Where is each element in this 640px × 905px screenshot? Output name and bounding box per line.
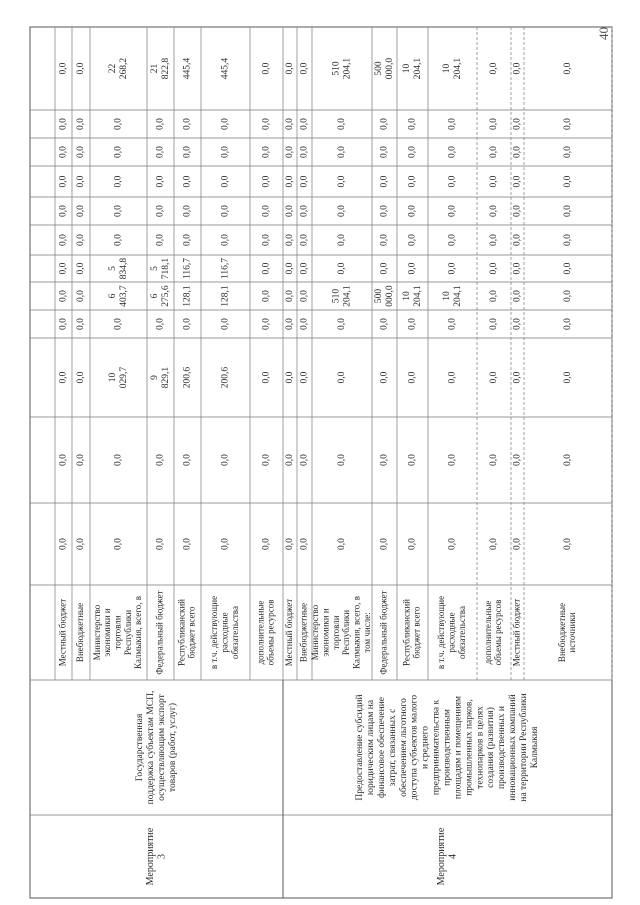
row-label: Федеральный бюджет xyxy=(378,590,389,675)
table-cell: 0,0 xyxy=(58,318,69,330)
table-cell: 0,0 xyxy=(512,175,523,188)
table-cell: 0,0 xyxy=(447,175,458,188)
table-cell: 0,0 xyxy=(379,205,390,217)
table-cell: 0,0 xyxy=(220,538,231,550)
table-cell: 0,0 xyxy=(76,262,87,275)
table-cell: 0,0 xyxy=(379,118,390,130)
table-cell: 0,0 xyxy=(379,262,390,275)
table-cell: 0,0 xyxy=(512,290,523,302)
row-label: в т.ч. действующиерасходныеобязательства xyxy=(436,595,467,670)
table-cell: 0,0 xyxy=(407,538,418,550)
table-cell: 0,0 xyxy=(76,62,87,75)
table-cell: 0,0 xyxy=(113,175,124,188)
table-cell: 0,0 xyxy=(155,318,166,330)
event-description: Предоставление субсидийюридическим лицам нафинансовое обеспечениезатрат, связанных собеспечением льготногодоступа субъектов малогои среднегопредпринимательства кпроизводственнымплощадям и помещениямпромышленных парков,технопарков в целяхсоздания (развития)производственных иинновационных компанийна территории РеспубликиКалмыкия xyxy=(355,693,541,802)
table-cell: 0,0 xyxy=(337,538,348,550)
table-cell: 0,0 xyxy=(155,175,166,188)
table-cell: 0,0 xyxy=(220,205,231,217)
table-cell: 0,0 xyxy=(447,118,458,130)
table-cell: 0,0 xyxy=(285,175,296,188)
table-cell: 0,0 xyxy=(285,290,296,302)
table-cell: 0,0 xyxy=(155,205,166,217)
table-cell: 0,0 xyxy=(512,538,523,550)
table-cell: 0,0 xyxy=(337,371,348,384)
table-cell: 0,0 xyxy=(512,454,523,466)
table-cell: 510204,1 xyxy=(331,57,353,80)
table-cell: 0,0 xyxy=(261,290,272,302)
table-cell: 0,0 xyxy=(58,371,69,384)
table-cell: 0,0 xyxy=(447,318,458,330)
table-cell: 0,0 xyxy=(155,234,166,246)
table-cell: 0,0 xyxy=(489,538,500,550)
table-cell: 500000,0 xyxy=(374,285,396,307)
table-cell: 0,0 xyxy=(113,146,124,158)
table-cell: 0,0 xyxy=(299,205,310,217)
table-cell: 0,0 xyxy=(113,318,124,330)
table-cell: 0,0 xyxy=(182,234,193,246)
table-cell: 0,0 xyxy=(285,146,296,158)
table-cell: 0,0 xyxy=(563,234,574,246)
table-cell: 0,0 xyxy=(337,262,348,275)
table-cell: 0,0 xyxy=(379,234,390,246)
table-cell: 0,0 xyxy=(76,318,87,330)
row-label: Министерствоэкономики иторговлиРеспубликиКалмыкия, всего, втом числе: xyxy=(310,595,372,670)
table-cell: 10029,7 xyxy=(108,366,130,389)
row-label: Республиканскийбюджет всего xyxy=(176,598,197,667)
table-cell: 0,0 xyxy=(58,62,69,75)
table-cell: 0,0 xyxy=(299,262,310,275)
table-cell: 0,0 xyxy=(563,538,574,550)
table-cell: 0,0 xyxy=(512,62,523,75)
table-cell: 0,0 xyxy=(512,205,523,217)
table-cell: 0,0 xyxy=(379,146,390,158)
table-cell: 0,0 xyxy=(379,175,390,188)
table-cell: 0,0 xyxy=(337,146,348,158)
table-cell: 0,0 xyxy=(299,290,310,302)
table-cell: 0,0 xyxy=(76,371,87,384)
table-cell: 0,0 xyxy=(337,454,348,466)
table-cell: 22268,2 xyxy=(108,57,130,80)
table-cell: 0,0 xyxy=(563,318,574,330)
table-cell: 0,0 xyxy=(285,62,296,75)
event-code: Мероприятие3 xyxy=(145,827,168,886)
table-cell: 0,0 xyxy=(182,146,193,158)
table-cell: 445,4 xyxy=(220,57,231,80)
table-cell: 0,0 xyxy=(113,454,124,466)
table-cell: 0,0 xyxy=(261,62,272,75)
event-code: Мероприятие4 xyxy=(436,827,459,886)
table-cell: 0,0 xyxy=(155,146,166,158)
table-cell: 0,0 xyxy=(182,118,193,130)
row-label: Внебюджетныеисточники xyxy=(556,602,578,663)
table-cell: 0,0 xyxy=(563,454,574,466)
table-cell: 0,0 xyxy=(299,371,310,384)
table-cell: 128,1 xyxy=(220,285,231,307)
table-cell: 0,0 xyxy=(489,454,500,466)
table-cell: 0,0 xyxy=(489,371,500,384)
table-cell: 0,0 xyxy=(261,454,272,466)
table-cell: 0,0 xyxy=(285,205,296,217)
table-cell: 0,0 xyxy=(182,538,193,550)
table-cell: 0,0 xyxy=(58,146,69,158)
table-cell: 0,0 xyxy=(76,175,87,188)
table-cell: 0,0 xyxy=(58,234,69,246)
table-cell: 0,0 xyxy=(447,371,458,384)
table-cell: 0,0 xyxy=(220,175,231,188)
row-label: Республиканскийбюджет всего xyxy=(401,598,422,667)
table-cell: 0,0 xyxy=(563,175,574,188)
table-cell: 0,0 xyxy=(299,318,310,330)
table-cell: 0,0 xyxy=(299,454,310,466)
table-cell: 0,0 xyxy=(261,371,272,384)
table-cell: 116,7 xyxy=(220,257,231,280)
table-cell: 0,0 xyxy=(563,290,574,302)
table-cell: 0,0 xyxy=(58,454,69,466)
table-cell: 0,0 xyxy=(447,146,458,158)
table-cell: 0,0 xyxy=(220,318,231,330)
table-cell: 0,0 xyxy=(337,175,348,188)
row-label: Местный бюджет xyxy=(511,598,522,667)
table-cell: 0,0 xyxy=(512,146,523,158)
table-cell: 0,0 xyxy=(285,118,296,130)
table-cell: 0,0 xyxy=(76,234,87,246)
table-cell: 0,0 xyxy=(261,318,272,330)
table-cell: 0,0 xyxy=(407,454,418,466)
row-label: Министерствоэкономики иторговлиРеспубликиКалмыкия, всего, в xyxy=(91,595,144,670)
row-label: Федеральный бюджет xyxy=(154,590,165,675)
table-cell: 0,0 xyxy=(407,371,418,384)
table-cell: 10204,1 xyxy=(402,57,424,80)
table-cell: 0,0 xyxy=(489,205,500,217)
table-cell: 0,0 xyxy=(113,538,124,550)
table-cell: 0,0 xyxy=(261,118,272,130)
table-cell: 0,0 xyxy=(379,318,390,330)
table-cell: 0,0 xyxy=(379,454,390,466)
table-cell: 0,0 xyxy=(220,118,231,130)
table-cell: 0,0 xyxy=(58,290,69,302)
table-cell: 0,0 xyxy=(299,538,310,550)
table-cell: 0,0 xyxy=(489,62,500,75)
table-cell: 0,0 xyxy=(220,454,231,466)
table-cell: 200,6 xyxy=(182,366,193,389)
page-number: 40 xyxy=(596,27,611,40)
table-cell: 0,0 xyxy=(285,262,296,275)
table-cell: 0,0 xyxy=(261,538,272,550)
table-cell: 0,0 xyxy=(489,318,500,330)
table-cell: 0,0 xyxy=(261,146,272,158)
table-cell: 0,0 xyxy=(76,454,87,466)
table-cell: 0,0 xyxy=(337,318,348,330)
table-cell: 6403,7 xyxy=(108,285,130,307)
table-cell: 0,0 xyxy=(220,146,231,158)
table-cell: 0,0 xyxy=(113,234,124,246)
table-cell: 0,0 xyxy=(220,234,231,246)
row-label: дополнительныеобъемы ресурсов xyxy=(482,599,504,666)
table-cell: 0,0 xyxy=(182,175,193,188)
table-cell: 21822,8 xyxy=(150,57,172,80)
row-label: Внебюджетные xyxy=(75,602,86,663)
table-cell: 0,0 xyxy=(285,454,296,466)
table-cell: 10204,1 xyxy=(402,285,424,307)
table-cell: 0,0 xyxy=(58,118,69,130)
table-cell: 0,0 xyxy=(407,118,418,130)
table-cell: 510204,1 xyxy=(331,285,353,307)
table-cell: 0,0 xyxy=(155,538,166,550)
table-cell: 0,0 xyxy=(407,318,418,330)
table-cell: 0,0 xyxy=(512,234,523,246)
table-cell: 9829,1 xyxy=(150,366,172,389)
table-cell: 0,0 xyxy=(489,118,500,130)
table-cell: 0,0 xyxy=(337,118,348,130)
table-cell: 0,0 xyxy=(113,205,124,217)
table-cell: 0,0 xyxy=(261,262,272,275)
table-cell: 0,0 xyxy=(407,175,418,188)
table-cell: 0,0 xyxy=(447,538,458,550)
table-cell: 0,0 xyxy=(285,538,296,550)
table-cell: 0,0 xyxy=(285,318,296,330)
table-cell: 0,0 xyxy=(512,118,523,130)
table-cell: 0,0 xyxy=(563,62,574,75)
table-cell: 0,0 xyxy=(76,538,87,550)
table-cell: 0,0 xyxy=(58,262,69,275)
table-cell: 0,0 xyxy=(407,205,418,217)
table-cell: 0,0 xyxy=(337,205,348,217)
table-cell: 0,0 xyxy=(299,175,310,188)
table-cell: 0,0 xyxy=(512,318,523,330)
table-cell: 200,6 xyxy=(220,366,231,389)
table-cell: 0,0 xyxy=(299,234,310,246)
table-cell: 0,0 xyxy=(182,205,193,217)
row-label: дополнительныеобъемы ресурсов xyxy=(255,599,276,666)
table-cell: 0,0 xyxy=(285,234,296,246)
table-cell: 0,0 xyxy=(563,371,574,384)
row-label: Местный бюджет xyxy=(284,598,295,667)
table-cell: 0,0 xyxy=(155,118,166,130)
table-cell: 0,0 xyxy=(447,262,458,275)
table-cell: 0,0 xyxy=(76,146,87,158)
table-cell: 0,0 xyxy=(447,454,458,466)
table-cell: 0,0 xyxy=(76,205,87,217)
table-cell: 0,0 xyxy=(299,118,310,130)
table-cell: 0,0 xyxy=(489,290,500,302)
table-cell: 0,0 xyxy=(407,234,418,246)
row-label: Местный бюджет xyxy=(57,598,68,667)
table-cell: 0,0 xyxy=(299,146,310,158)
table-cell: 0,0 xyxy=(261,205,272,217)
table-cell: 0,0 xyxy=(407,262,418,275)
table-cell: 0,0 xyxy=(299,62,310,75)
table-cell: 0,0 xyxy=(379,538,390,550)
table-cell: 0,0 xyxy=(337,234,348,246)
table-cell: 0,0 xyxy=(155,454,166,466)
table-cell: 0,0 xyxy=(407,146,418,158)
table-cell: 6275,6 xyxy=(150,285,172,307)
table-cell: 0,0 xyxy=(563,146,574,158)
table-cell: 0,0 xyxy=(261,234,272,246)
table-cell: 0,0 xyxy=(182,318,193,330)
table-cell: 0,0 xyxy=(182,454,193,466)
table-cell: 0,0 xyxy=(489,262,500,275)
table-cell: 0,0 xyxy=(563,118,574,130)
table-cell: 10204,1 xyxy=(442,285,464,307)
table-cell: 500000,0 xyxy=(374,57,396,80)
row-label: в т.ч. действующиерасходныеобязательства xyxy=(209,595,240,670)
table-cell: 0,0 xyxy=(489,175,500,188)
table-cell: 0,0 xyxy=(379,371,390,384)
table-cell: 0,0 xyxy=(447,205,458,217)
table-body xyxy=(30,27,612,898)
table-cell: 0,0 xyxy=(285,371,296,384)
table-cell: 5718,1 xyxy=(150,257,172,280)
table-cell: 116,7 xyxy=(182,257,193,280)
table-cell: 128,1 xyxy=(182,285,193,307)
table-cell: 0,0 xyxy=(261,175,272,188)
table-cell: 0,0 xyxy=(58,538,69,550)
event-description: Государственнаяподдержка субъектам МСП,осуществляющим экспорттоваров (работ, услуг) xyxy=(135,690,179,805)
table-cell: 0,0 xyxy=(76,118,87,130)
table-cell: 0,0 xyxy=(58,175,69,188)
table-cell: 0,0 xyxy=(76,290,87,302)
table-cell: 0,0 xyxy=(489,234,500,246)
row-label: Внебюджетные xyxy=(298,602,309,663)
table-cell: 0,0 xyxy=(113,118,124,130)
table-cell: 0,0 xyxy=(512,262,523,275)
table-cell: 0,0 xyxy=(58,205,69,217)
table-cell: 445,4 xyxy=(182,57,193,80)
table-cell: 5834,8 xyxy=(108,257,130,280)
table-cell: 0,0 xyxy=(489,146,500,158)
table-cell: 0,0 xyxy=(563,205,574,217)
table-cell: 10204,1 xyxy=(442,57,464,80)
table-cell: 0,0 xyxy=(447,234,458,246)
table-cell: 0,0 xyxy=(563,262,574,275)
table-cell: 0,0 xyxy=(512,371,523,384)
